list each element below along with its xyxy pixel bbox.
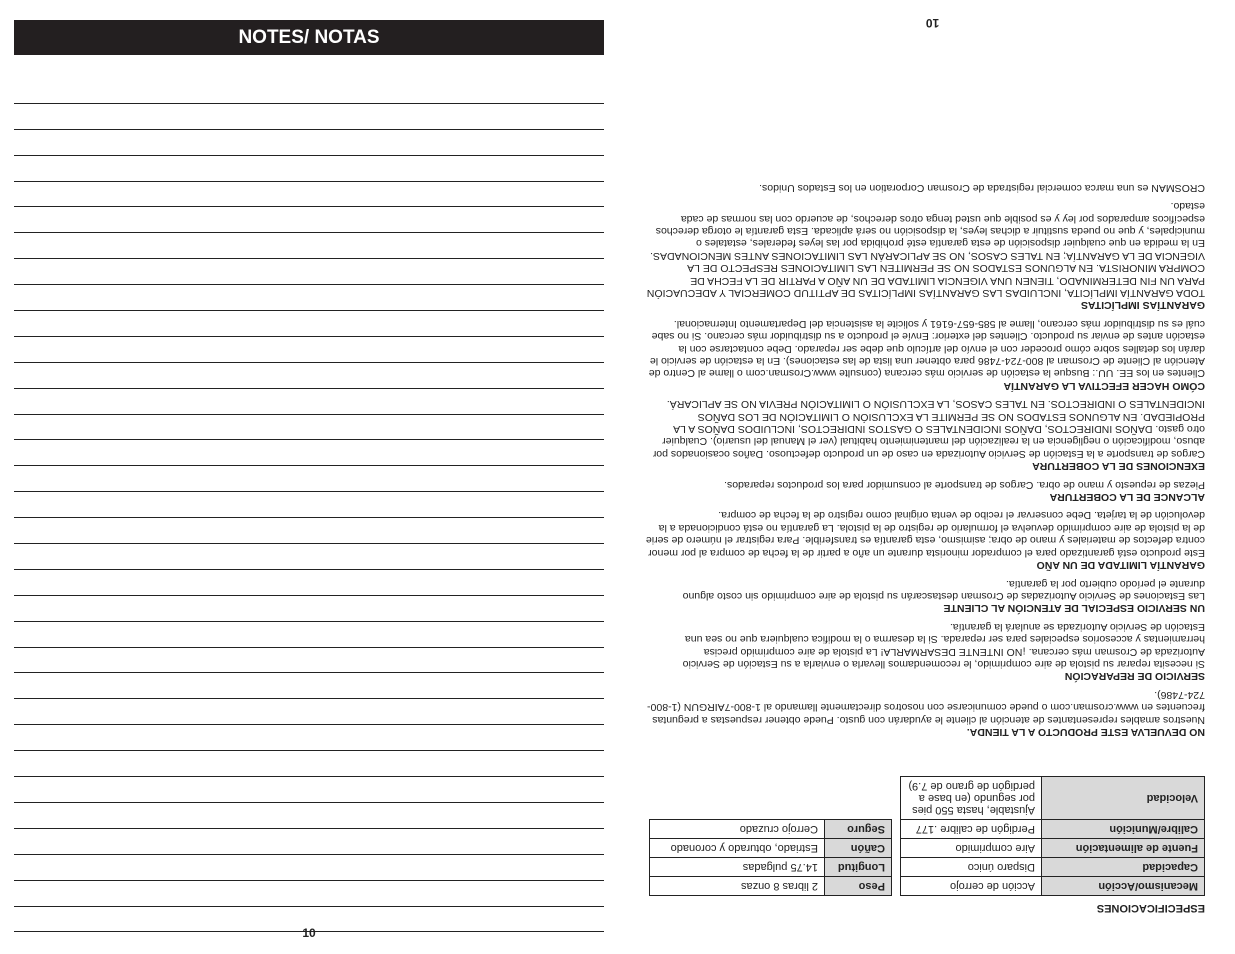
note-line	[14, 725, 604, 751]
note-line	[14, 78, 604, 104]
spec-value: Disparo único	[901, 858, 1042, 877]
section-text: Si necesita reparar su pistola de aire comprimido, le recomendamos llevarla o enviarla a su Estación de Servicio Autorizada de Crosman más cercana. ¡NO INTENTE DESARMARLA! La pistola de aire comprimido precisa herramientas y accesorios especiales para ser reparada. Si la desarma o la modifica cualquiera que no sea una Estación de Servicio Autorizada se anulará la garantía.	[682, 620, 1205, 670]
section-text: TODA GARANTÍA IMPLÍCITA, INCLUIDAS LAS GARANTÍAS IMPLÍCITAS DE APTITUD COMERCIAL Y ADECUACIÓN PARA UN FIN DETERMINADO, TIENEN UNA VIGENCIA LIMITADA DE UN AÑO A PARTIR DE LA FECHA DE COMPRA MINORISTA. EN ALGUNOS ESTADOS NO SE PERMITEN LAS LIMITACIONES RESPECTO DE LA VIGENCIA DE LA GARANTÍA; EN TALES CASOS, NO SE APLICARÁN LAS LIMITACIONES ANTES MENCIONADAS. En la medida en que cualquier disposición de esta garantía esté prohibida por las leyes federales, estatales o municipales, y que no pueda sustituir a dichas leyes, la disposición no será aplicada. Esta garantía le otorga derechos específicos amparados por ley y es posible que usted tenga otros derechos, de acuerdo con las normas de cada estado.	[646, 200, 1205, 299]
note-line	[14, 207, 604, 233]
note-line	[14, 156, 604, 182]
spec-label: Longitud	[825, 858, 892, 877]
spec-value: Perdigón de calibre .177	[901, 820, 1042, 839]
section-text: Nuestros amables representantes de atención al cliente le ayudarán con gusto. Puede obtener respuestas a preguntas frecuentes en www.crosman.com o puede comunicarse con nosotros directamente llamando al 1-800-7AIRGUN (1-800-724-7486).	[647, 688, 1205, 726]
spec-row	[650, 839, 892, 858]
section-heading: ALCANCE DE LA COBERTURA	[1049, 491, 1205, 504]
note-line	[14, 415, 604, 441]
note-line	[14, 699, 604, 725]
spec-value: Acción de cerrojo	[901, 877, 1042, 896]
note-line	[14, 673, 604, 699]
note-line	[14, 518, 604, 544]
section-heading: GARANTÍAS IMPLÍCITAS	[1080, 299, 1205, 312]
spec-label: Velocidad	[1042, 777, 1205, 820]
notes-header: NOTES/ NOTAS	[14, 20, 604, 55]
spec-row	[901, 820, 1205, 839]
note-line	[14, 622, 604, 648]
spec-value: Estriado, obturado y coronado	[650, 839, 825, 858]
spec-label: Seguro	[825, 820, 892, 839]
note-line	[14, 544, 604, 570]
note-line	[14, 311, 604, 337]
note-line	[14, 751, 604, 777]
notes-page	[14, 20, 604, 954]
spec-label: Calibre/Munición	[1042, 820, 1205, 839]
note-line	[14, 233, 604, 259]
section-heading: UN SERVICIO ESPECIAL DE ATENCIÓN AL CLIENTE	[943, 602, 1205, 615]
spec-value: Cerrojo cruzado	[650, 820, 825, 839]
spec-label: Fuente de alimentación	[1042, 839, 1205, 858]
section-heading: GARANTÍA LIMITADA DE UN AÑO	[1036, 559, 1205, 572]
page-number-right: 10	[925, 16, 940, 30]
section-heading: CÓMO HACER EFECTIVA LA GARANTÍA	[1003, 379, 1205, 392]
note-line	[14, 363, 604, 389]
spec-label: Capacidad	[1042, 858, 1205, 877]
spec-row	[650, 877, 892, 896]
warranty-text	[645, 181, 1205, 744]
note-line	[14, 596, 604, 622]
spec-row	[901, 858, 1205, 877]
note-line	[14, 803, 604, 829]
note-line	[14, 337, 604, 363]
note-line	[14, 829, 604, 855]
spec-value: 14.75 pulgadas	[650, 858, 825, 877]
spec-row	[901, 777, 1205, 820]
note-line	[14, 648, 604, 674]
spec-table-right	[649, 819, 892, 896]
note-line	[14, 440, 604, 466]
note-line	[14, 259, 604, 285]
section-text: Piezas de repuesto y mano de obra. Cargos de transporte al consumidor para los productos reparados.	[724, 478, 1205, 491]
note-line	[14, 492, 604, 518]
warranty-page	[630, 0, 1235, 954]
spec-title: ESPECIFICACIONES	[1096, 902, 1205, 914]
spec-table-left	[900, 776, 1205, 896]
note-line	[14, 881, 604, 907]
section-text: Clientes en los EE. UU.: Busque la estación de servicio más cercana (consulte www.Crosman.com o llame al Centro de Atención al Cliente de Crosman al 800-724-7486 para obtener una lista de las estaciones). En la estación de servicio le darán los detalles sobre cómo proceder con el envío del artículo que debe ser reparado. Debe contactarse con la estación antes de enviar su producto. Clientes del exterior: Envíe el producto a su distribuidor más cercano. Si no sabe cuál es su distribuidor más cercano, llame al 585-657-6161 y solicite la asistencia del Departamento Internacional.	[648, 317, 1205, 380]
spec-row	[650, 820, 892, 839]
spec-label: Peso	[825, 877, 892, 896]
spec-row	[901, 877, 1205, 896]
section-text: CROSMAN es una marca comercial registrada de Crosman Corporation en los Estados Unidos.	[759, 181, 1205, 194]
spec-value: 2 libras 8 onzas	[650, 877, 825, 896]
spec-value: Aire comprimido	[901, 839, 1042, 858]
spec-label: Mecanismo/Acción	[1042, 877, 1205, 896]
note-line	[14, 285, 604, 311]
section-text: Cargos de transporte a la Estación de Servicio Autorizada en caso de un producto defectuoso. Daños ocasionados por abuso, modificación o negligencia en la realización del mantenimiento habitual (ver el Manual del usuario). Cualquier otro gasto. DAÑOS INDIRECTOS, DAÑOS INCIDENTALES O GASTOS INDIRECTOS, INCLUIDOS DAÑOS A LA PROPIEDAD. EN ALGUNOS ESTADOS NO SE PERMITE LA EXCLUSIÓN O LIMITACIÓN DE LOS DAÑOS INCIDENTALES O INDIRECTOS. EN TALES CASOS, LA EXCLUSIÓN O LIMITACIÓN PREVIA NO SE APLICARÁ.	[652, 398, 1205, 460]
spec-row	[650, 858, 892, 877]
note-line	[14, 855, 604, 881]
note-line	[14, 389, 604, 415]
note-line	[14, 104, 604, 130]
section-text: Las Estaciones de Servicio Autorizadas de Crosman destascarán su pistola de aire comprimido sin costo alguno durante el período cubierto por la garantía.	[682, 577, 1205, 602]
note-line	[14, 466, 604, 492]
spec-row	[901, 839, 1205, 858]
note-line	[14, 570, 604, 596]
note-line	[14, 777, 604, 803]
section-heading: NO DEVUELVA ESTE PRODUCTO A LA TIENDA.	[966, 726, 1205, 738]
notes-lines	[14, 78, 604, 932]
note-line	[14, 182, 604, 208]
note-line	[14, 130, 604, 156]
section-heading: EXENCIONES DE LA COBERTURA	[1032, 460, 1205, 473]
page-number-left: 10	[302, 926, 316, 940]
section-text: Este producto está garantizado para el comprador minorista durante un año a partir de la fecha de compra al por menor contra defectos de materiales y mano de obra; asimismo, esta garantía es transferible. Para registrar el número de serie de la pistola de aire comprimido devuelva el formulario de registro de la pistola. La garantía no está condicionada a la devolución de la tarjeta. Debe conservar el recibo de venta original como registro de la fecha de compra.	[645, 509, 1205, 559]
spec-value: Ajustable, hasta 550 pies por segundo (en base a perdigón de grano de 7.9)	[901, 777, 1042, 820]
spec-label: Cañón	[825, 839, 892, 858]
section-heading: SERVICIO DE REPARACIÓN	[1064, 670, 1205, 683]
